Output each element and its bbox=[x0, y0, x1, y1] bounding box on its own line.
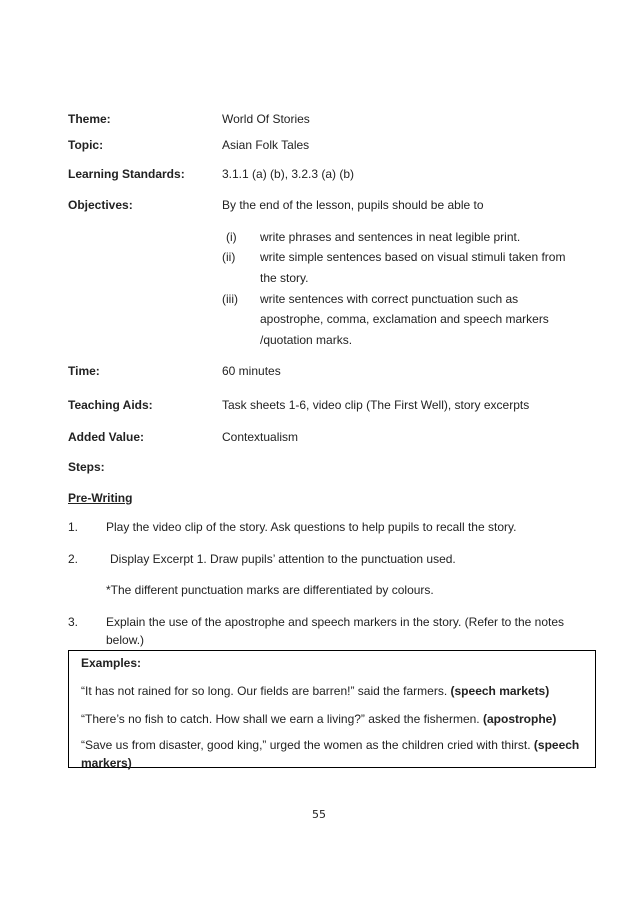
steps-label: Steps: bbox=[68, 460, 105, 474]
objective-number: (ii) bbox=[222, 250, 236, 264]
objective-line: the story. bbox=[260, 271, 309, 285]
objective-number: (iii) bbox=[222, 292, 238, 306]
example-item bbox=[81, 684, 549, 698]
time-value: 60 minutes bbox=[222, 364, 281, 378]
examples-heading: Examples: bbox=[81, 656, 142, 670]
prewriting-heading: Pre-Writing bbox=[68, 491, 133, 505]
examples-box bbox=[68, 650, 596, 768]
objective-line: apostrophe, comma, exclamation and speech markers bbox=[260, 312, 549, 326]
step-number: 3. bbox=[68, 615, 79, 629]
example-tag: (apostrophe) bbox=[482, 712, 557, 726]
teaching-aids-label: Teaching Aids: bbox=[68, 398, 153, 412]
added-value-value: Contextualism bbox=[222, 430, 299, 444]
learning-standards-value: 3.1.1 (a) (b), 3.2.3 (a) (b) bbox=[222, 167, 355, 181]
example-item bbox=[81, 712, 556, 726]
example-tag: (speech markets) bbox=[450, 684, 550, 698]
step-number: 1. bbox=[68, 520, 79, 534]
step-note: *The different punctuation marks are differentiated by colours. bbox=[106, 583, 434, 597]
example-quote: “It has not rained for so long. Our fields are barren!” said the farmers. bbox=[81, 684, 448, 698]
example-tag: (speech bbox=[533, 738, 580, 752]
page-number: 55 bbox=[312, 808, 326, 821]
objectives-label: Objectives: bbox=[68, 198, 133, 212]
step-text: Play the video clip of the story. Ask questions to help pupils to recall the story. bbox=[106, 520, 517, 534]
step-text: below.) bbox=[106, 633, 145, 647]
teaching-aids-value: Task sheets 1-6, video clip (The First Well), story excerpts bbox=[222, 398, 530, 412]
added-value-label: Added Value: bbox=[68, 430, 145, 444]
example-quote: “There’s no fish to catch. How shall we earn a living?” asked the fishermen. bbox=[81, 712, 480, 726]
example-quote: “Save us from disaster, good king,” urged the women as the children cried with thirst. bbox=[81, 738, 531, 752]
theme-label: Theme: bbox=[68, 112, 111, 126]
topic-value: Asian Folk Tales bbox=[222, 138, 310, 152]
objectives-intro: By the end of the lesson, pupils should be able to bbox=[222, 198, 484, 212]
objective-line: /quotation marks. bbox=[260, 333, 353, 347]
example-item bbox=[81, 738, 579, 752]
step-text: Explain the use of the apostrophe and speech markers in the story. (Refer to the notes bbox=[106, 615, 565, 629]
topic-label: Topic: bbox=[68, 138, 104, 152]
step-text: Display Excerpt 1. Draw pupils’ attention to the punctuation used. bbox=[110, 552, 456, 566]
learning-standards-label: Learning Standards: bbox=[68, 167, 185, 181]
objective-line: write sentences with correct punctuation such as bbox=[260, 292, 519, 306]
step-number: 2. bbox=[68, 552, 79, 566]
objective-line: write simple sentences based on visual stimuli taken from bbox=[260, 250, 566, 264]
objective-number: (i) bbox=[226, 230, 237, 244]
example-tag-continued: markers) bbox=[81, 756, 132, 770]
theme-value: World Of Stories bbox=[222, 112, 310, 126]
time-label: Time: bbox=[68, 364, 100, 378]
objective-line: write phrases and sentences in neat legible print. bbox=[260, 230, 521, 244]
